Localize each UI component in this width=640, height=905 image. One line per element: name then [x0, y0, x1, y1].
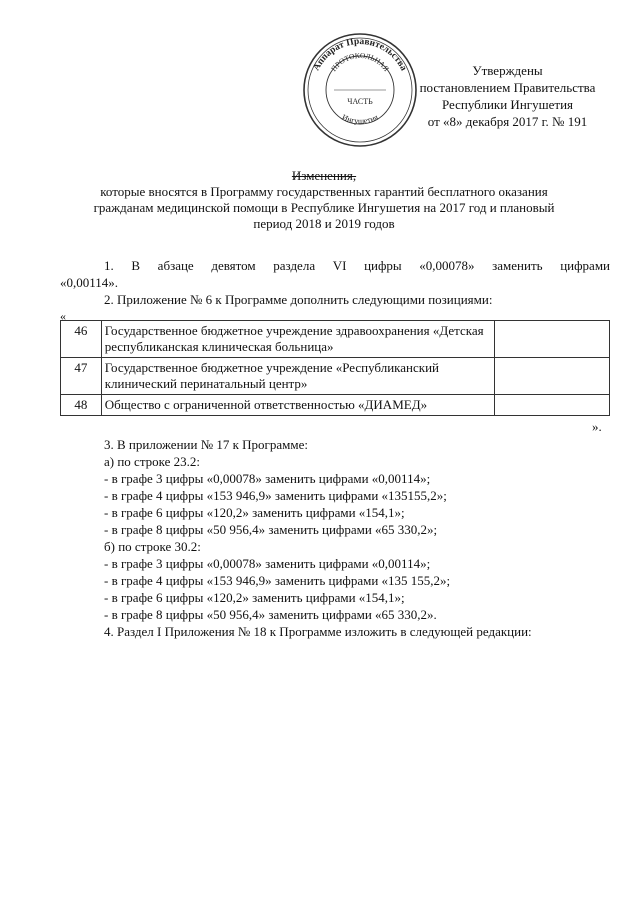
- empty-cell: [494, 395, 609, 416]
- list-item: - в графе 8 цифры «50 956,4» заменить цифрами «65 330,2».: [104, 607, 437, 622]
- list-item: б) по строке 30.2:: [104, 539, 201, 554]
- title-line-1: которые вносятся в Программу государственных гарантий бесплатного оказания: [100, 184, 548, 199]
- paragraph-1-line-1: 1. В абзаце девятом раздела VI цифры «0,00078» заменить цифрами: [104, 258, 610, 273]
- table-row: [61, 395, 610, 416]
- title-line-3: период 2018 и 2019 годов: [253, 216, 395, 231]
- approval-line-4: от «8» декабря 2017 г. № 191: [427, 114, 588, 129]
- paragraph-1-line-2: «0,00114».: [60, 275, 119, 290]
- list-item: - в графе 3 цифры «0,00078» заменить цифрами «0,00114»;: [104, 556, 431, 571]
- seal-center-text: ЧАСТЬ: [347, 97, 373, 106]
- organization-name: Государственное бюджетное учреждение здравоохранения «Детская республиканская клиническая больница»: [101, 321, 494, 358]
- title-heading: Изменения,: [291, 168, 357, 183]
- amendments-list: [104, 436, 614, 640]
- organization-name: Общество с ограниченной ответственностью «ДИАМЕД»: [101, 395, 494, 416]
- empty-cell: [494, 358, 609, 395]
- quote-close: ».: [592, 419, 602, 434]
- paragraph-2: 2. Приложение № 6 к Программе дополнить следующими позициями:: [104, 292, 493, 307]
- list-item: 3. В приложении № 17 к Программе:: [104, 437, 308, 452]
- quote-open: «: [60, 309, 66, 323]
- approval-line-1: Утверждены: [472, 63, 543, 78]
- table-row: [61, 321, 610, 358]
- row-number: 47: [61, 358, 102, 395]
- seal-outer-text: Аппарат Правительства: [311, 36, 409, 73]
- list-item: - в графе 4 цифры «153 946,9» заменить цифрами «135155,2»;: [104, 488, 447, 503]
- approval-line-2: постановлением Правительства: [419, 80, 596, 95]
- approval-line-3: Республики Ингушетия: [441, 97, 574, 112]
- list-item: а) по строке 23.2:: [104, 454, 201, 469]
- seal-bottom-text: Ингушетия: [340, 112, 380, 126]
- row-number: 48: [61, 395, 102, 416]
- document-title: [40, 168, 608, 232]
- empty-cell: [494, 321, 609, 358]
- table-row: [61, 358, 610, 395]
- approval-block: [405, 62, 610, 130]
- organization-name: Государственное бюджетное учреждение «Республиканский клинический перинатальный центр»: [101, 358, 494, 395]
- svg-text:ПРОТОКОЛЬНАЯ: [329, 51, 391, 73]
- official-seal-stamp: [300, 30, 420, 150]
- list-item: 4. Раздел I Приложения № 18 к Программе изложить в следующей редакции:: [104, 624, 532, 639]
- seal-inner-text: ПРОТОКОЛЬНАЯ: [329, 50, 391, 74]
- list-item: - в графе 3 цифры «0,00078» заменить цифрами «0,00114»;: [104, 471, 431, 486]
- positions-table: [60, 320, 610, 416]
- list-item: - в графе 6 цифры «120,2» заменить цифрами «154,1»;: [104, 505, 405, 520]
- svg-text:Ингушетия: [341, 113, 380, 126]
- list-item: - в графе 8 цифры «50 956,4» заменить цифрами «65 330,2»;: [104, 522, 438, 537]
- title-line-2: гражданам медицинской помощи в Республике Ингушетия на 2017 год и плановый: [93, 200, 555, 215]
- row-number: 46: [61, 321, 102, 358]
- list-item: - в графе 4 цифры «153 946,9» заменить цифрами «135 155,2»;: [104, 573, 451, 588]
- list-item: - в графе 6 цифры «120,2» заменить цифрами «154,1»;: [104, 590, 405, 605]
